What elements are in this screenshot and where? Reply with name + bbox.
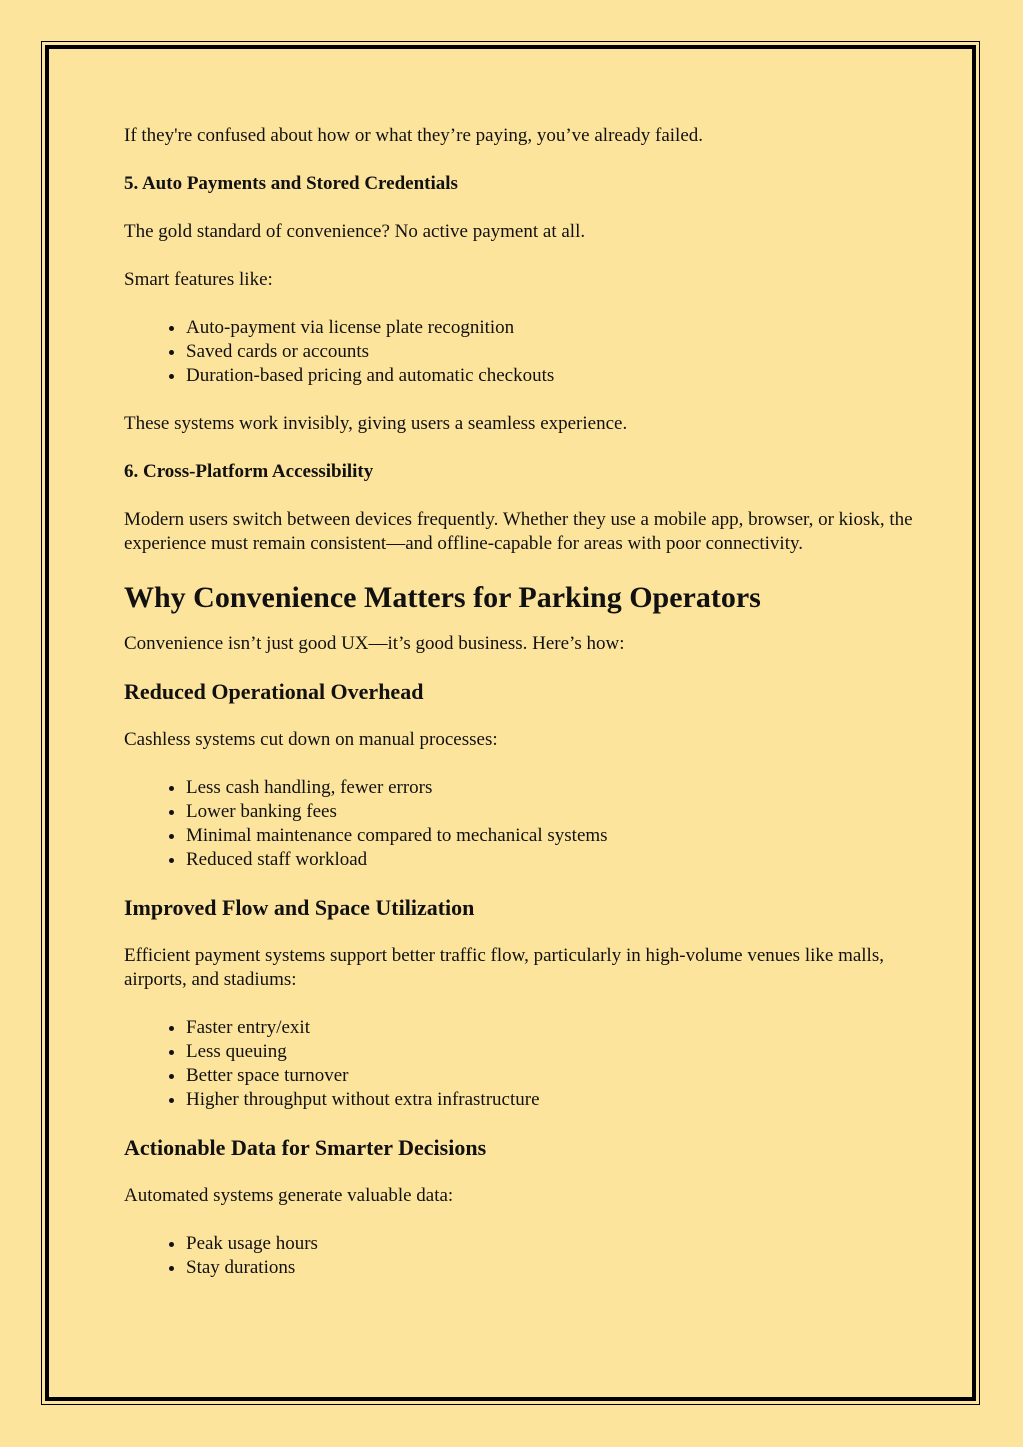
list-item: • Minimal maintenance compared to mechanical systems <box>186 824 914 848</box>
section-5-list <box>124 316 914 388</box>
intro-paragraph: If they're confused about how or what they’re paying, you’ve already failed. <box>124 125 704 146</box>
why-intro: Convenience isn’t just good UX—it’s good business. Here’s how: <box>124 633 625 654</box>
overhead-paragraph: Cashless systems cut down on manual processes: <box>124 729 498 750</box>
list-item: • Reduced staff workload <box>186 848 914 872</box>
flow-heading: Improved Flow and Space Utilization <box>124 895 475 920</box>
list-item: • Faster entry/exit <box>186 1016 914 1040</box>
section-6-heading: 6. Cross-Platform Accessibility <box>124 461 374 482</box>
section-5-closing: These systems work invisibly, giving users a seamless experience. <box>124 413 628 434</box>
flow-list <box>124 1016 914 1112</box>
why-heading: Why Convenience Matters for Parking Operators <box>124 581 761 614</box>
section-5-lead-in: Smart features like: <box>124 269 273 290</box>
list-item: • Higher throughput without extra infrastructure <box>186 1088 914 1112</box>
list-item: • Auto-payment via license plate recognition <box>186 316 914 340</box>
document-body <box>124 124 914 1280</box>
list-item: • Less cash handling, fewer errors <box>186 776 914 800</box>
data-list <box>124 1232 914 1280</box>
list-item: • Stay durations <box>186 1256 914 1280</box>
section-5-heading: 5. Auto Payments and Stored Credentials <box>124 173 458 194</box>
list-item: • Saved cards or accounts <box>186 340 914 364</box>
overhead-heading: Reduced Operational Overhead <box>124 679 424 704</box>
list-item: • Better space turnover <box>186 1064 914 1088</box>
list-item: • Lower banking fees <box>186 800 914 824</box>
list-item: • Duration-based pricing and automatic checkouts <box>186 364 914 388</box>
flow-paragraph: Efficient payment systems support better traffic flow, particularly in high-volume venues like malls, airports, and stadiums: <box>124 945 884 990</box>
data-paragraph: Automated systems generate valuable data: <box>124 1185 454 1206</box>
section-6-paragraph: Modern users switch between devices frequently. Whether they use a mobile app, browser, or kiosk, the experience must remain consistent—and offline-capable for areas with poor connectivity. <box>124 509 913 554</box>
overhead-list <box>124 776 914 872</box>
data-heading: Actionable Data for Smarter Decisions <box>124 1135 487 1160</box>
section-5-paragraph: The gold standard of convenience? No active payment at all. <box>124 221 586 242</box>
list-item: • Less queuing <box>186 1040 914 1064</box>
list-item: • Peak usage hours <box>186 1232 914 1256</box>
